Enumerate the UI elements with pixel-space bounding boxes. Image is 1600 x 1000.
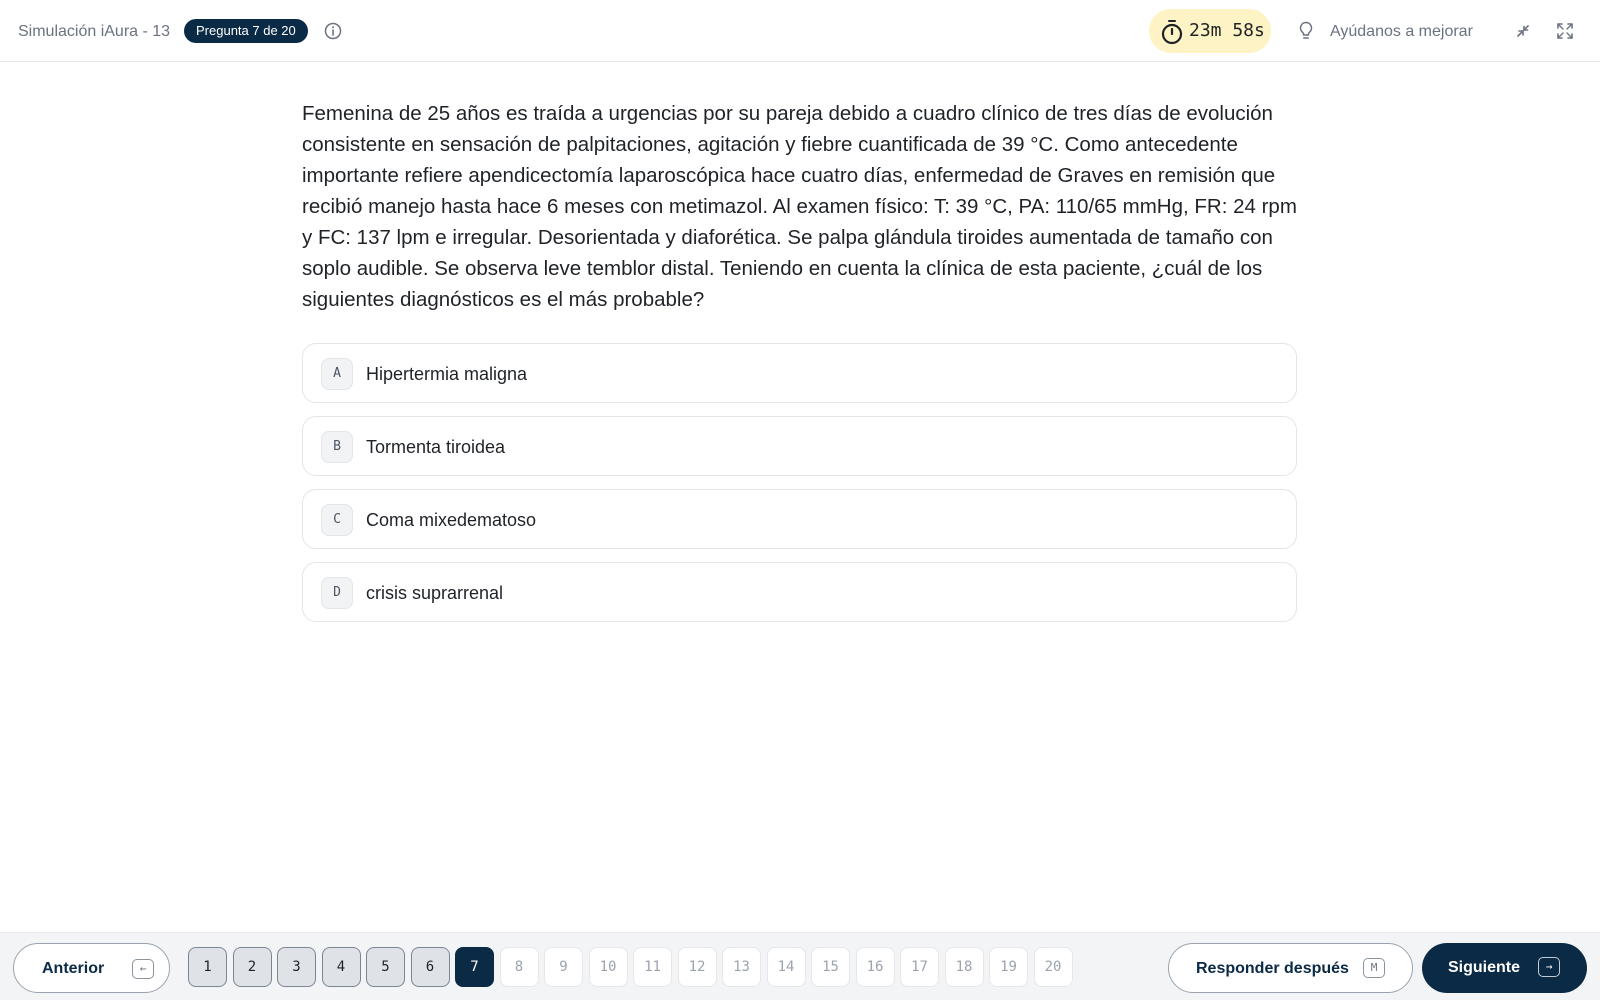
option-letter: A [321, 358, 353, 390]
timer [1149, 9, 1271, 53]
previous-button[interactable] [13, 943, 170, 993]
simulation-title: Simulación iAura - 13 [18, 23, 171, 40]
stopwatch-icon [1160, 19, 1184, 45]
page-button-1[interactable]: 1 [188, 947, 227, 987]
next-button[interactable] [1422, 943, 1587, 993]
timer-value: 23m 58s [1189, 20, 1265, 41]
option-d[interactable] [302, 562, 1297, 622]
question-text: Femenina de 25 años es traída a urgencias por su pareja debido a cuadro clínico de tres días de evolución consistente en sensación de palpitaciones, agitación y fiebre cuantificada de 39 °C. Como antecedente importante refiere apendicectomía laparoscópica hace cuatro días, enfermedad de Graves en remisión que recibió manejo hasta hace 6 meses con metimazol. Al examen físico: T: 39 °C, PA: 110/65 mmHg, FR: 24 rpm y FC: 137 lpm e irregular. Desorientada y diaforética. Se palpa glándula tiroides aumentada de tamaño con soplo audible. Se observa leve temblor distal. Teniendo en cuenta la clínica de esta paciente, ¿cuál de los siguientes diagnósticos es el más probable? [302, 102, 1297, 311]
page-button-7[interactable]: 7 [455, 947, 494, 987]
page-button-15[interactable]: 15 [811, 947, 850, 987]
page-button-8[interactable]: 8 [500, 947, 539, 987]
answer-later-button[interactable] [1168, 943, 1413, 993]
option-text: crisis suprarrenal [366, 583, 504, 603]
option-text: Coma mixedematoso [366, 510, 537, 530]
page-button-13[interactable]: 13 [722, 947, 761, 987]
option-letter: B [321, 431, 353, 463]
page-button-16[interactable]: 16 [856, 947, 895, 987]
arrow-right-icon: → [1538, 957, 1560, 977]
option-text: Tormenta tiroidea [366, 437, 506, 457]
page-button-10[interactable]: 10 [589, 947, 628, 987]
page-button-18[interactable]: 18 [945, 947, 984, 987]
question-progress-badge: Pregunta 7 de 20 [184, 19, 308, 43]
page-button-2[interactable]: 2 [233, 947, 272, 987]
option-c[interactable] [302, 489, 1297, 549]
previous-label: Anterior [42, 960, 105, 977]
page-button-4[interactable]: 4 [322, 947, 361, 987]
bottom-navigation [0, 932, 1600, 1000]
page-button-17[interactable]: 17 [900, 947, 939, 987]
page-button-3[interactable]: 3 [277, 947, 316, 987]
page-button-11[interactable]: 11 [633, 947, 672, 987]
option-a[interactable] [302, 343, 1297, 403]
page-button-20[interactable]: 20 [1034, 947, 1073, 987]
page-button-9[interactable]: 9 [544, 947, 583, 987]
answer-later-label: Responder después [1196, 960, 1349, 977]
info-icon[interactable] [324, 22, 342, 40]
page-button-5[interactable]: 5 [366, 947, 405, 987]
arrow-left-icon: ← [132, 959, 154, 979]
top-bar [0, 0, 1600, 62]
answer-options [302, 343, 1297, 635]
collapse-icon[interactable] [1514, 22, 1532, 40]
option-b[interactable] [302, 416, 1297, 476]
option-letter: D [321, 577, 353, 609]
option-letter: C [321, 504, 353, 536]
page-button-14[interactable]: 14 [767, 947, 806, 987]
feedback-link[interactable]: Ayúdanos a mejorar [1330, 23, 1473, 40]
page-button-6[interactable]: 6 [411, 947, 450, 987]
fullscreen-icon[interactable] [1556, 22, 1574, 40]
next-label: Siguiente [1448, 959, 1521, 976]
keyboard-shortcut-m: M [1363, 958, 1385, 978]
page-button-12[interactable]: 12 [678, 947, 717, 987]
lightbulb-icon[interactable] [1298, 21, 1314, 41]
page-button-19[interactable]: 19 [989, 947, 1028, 987]
option-text: Hipertermia maligna [366, 364, 528, 384]
